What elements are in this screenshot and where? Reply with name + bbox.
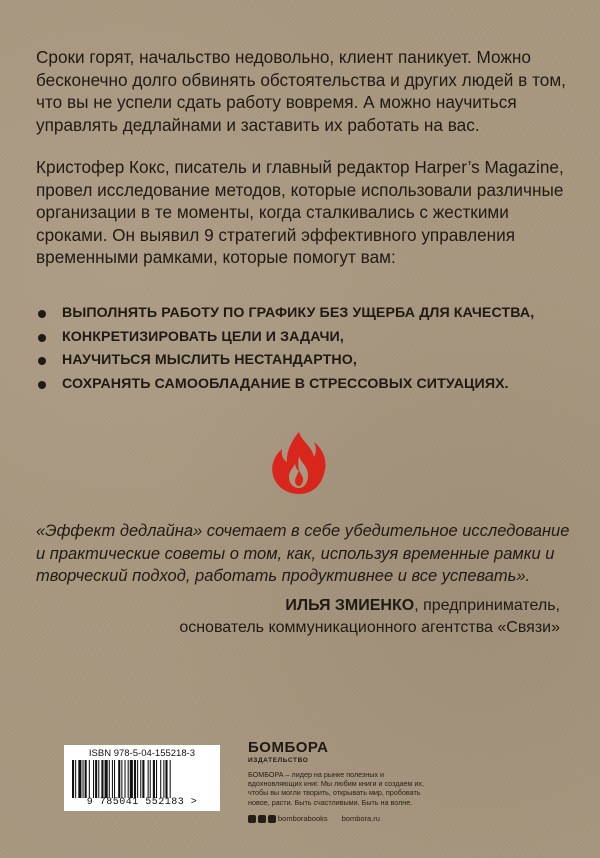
publisher-description: БОМБОРА – лидер на рынке полезных и вдохновляющих книг. Мы любим книги и создаем их, чтобы вы могли творить, открывать мир, пробовать новое, расти. Быть счастливыми. Быть на волне.	[248, 770, 424, 807]
list-item-label: СОХРАНЯТЬ САМООБЛАДАНИЕ В СТРЕССОВЫХ СИТУАЦИЯХ.	[62, 376, 509, 393]
publisher-logo: БОМБОРА	[248, 739, 329, 756]
publisher-subtitle: ИЗДАТЕЛЬСТВО	[248, 757, 309, 764]
intro-paragraph-1: Сроки горят, начальство недовольно, клиент паникует. Можно бесконечно долго обвинять обстоятельства и других людей в том, что вы не успели сдать работу вовремя. А можно научиться управлять дедлайнами и заставить их работать на вас.	[36, 47, 566, 135]
isbn-number: ISBN 978-5-04-155218-3	[88, 748, 196, 759]
publisher-socials	[248, 814, 448, 823]
quote-author	[20, 595, 560, 639]
vk-icon	[258, 815, 266, 823]
list-item	[36, 373, 576, 397]
review-quote: «Эффект дедлайна» сочетает в себе убедительное исследование и практические советы о том, как, используя временные рамки и творческий подход, работать продуктивнее и все успевать».	[36, 522, 570, 585]
bullet-dot-icon	[38, 310, 46, 318]
facebook-icon	[248, 815, 256, 823]
author-role: , предприниматель,	[414, 597, 560, 614]
instagram-icon	[268, 815, 276, 823]
author-line-1	[20, 595, 560, 617]
list-item-label: ВЫПОЛНЯТЬ РАБОТУ ПО ГРАФИКУ БЕЗ УЩЕРБА ДЛЯ КАЧЕСТВА,	[62, 305, 535, 321]
list-item-label: КОНКРЕТИЗИРОВАТЬ ЦЕЛИ И ЗАДАЧИ,	[62, 328, 344, 345]
bullet-dot-icon	[38, 334, 46, 342]
social-handle: bomborabooks	[278, 814, 328, 823]
publisher-website: bombora.ru	[341, 814, 380, 823]
list-item	[36, 326, 576, 350]
flame-icon	[268, 430, 330, 496]
intro-text	[36, 46, 566, 269]
list-item	[36, 349, 576, 373]
bullet-dot-icon	[38, 357, 46, 365]
author-name: ИЛЬЯ ЗМИЕНКО	[285, 597, 415, 614]
barcode-digits: 9 785041 552183 >	[86, 797, 198, 808]
list-item	[36, 302, 576, 326]
benefits-list	[36, 302, 576, 397]
intro-paragraph-2: Кристофер Кокс, писатель и главный редактор Harper’s Magazine, провел исследование методов, которые использовали различные организации в те моменты, когда сталкивались с жесткими сроками. Он выявил 9 стратегий эффективного управления временными рамками, которые помогут вам:	[36, 157, 564, 267]
list-item-label: НАУЧИТЬСЯ МЫСЛИТЬ НЕСТАНДАРТНО,	[62, 352, 357, 369]
barcode	[64, 745, 220, 811]
barcode-bars-icon	[72, 760, 212, 798]
bullet-dot-icon	[38, 381, 46, 389]
publisher-block	[248, 740, 428, 807]
author-line-2: основатель коммуникационного агентства «Связи»	[179, 619, 560, 636]
